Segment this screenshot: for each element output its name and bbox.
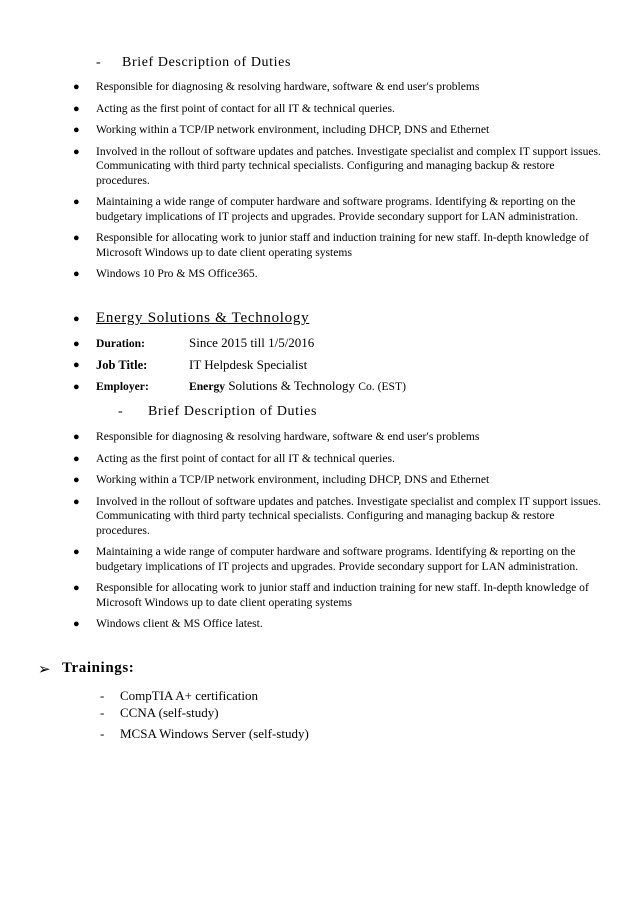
bullet-icon: ● <box>73 452 80 465</box>
dash-marker: - <box>96 55 102 70</box>
list-item: ● Maintaining a wide range of computer hardware and software programs. Identifying & reporting on the budgetary implications of IT projects and upgrades. Provide secondary support for LAN administration. <box>73 195 579 223</box>
employer-rest: Solutions & Technology <box>228 378 356 393</box>
employer-value <box>189 378 406 394</box>
employer-bold: Energy <box>189 380 226 393</box>
bullet-icon: ● <box>73 338 80 350</box>
bullet-icon: ● <box>73 546 80 558</box>
duration-value: Since 2015 till 1/5/2016 <box>189 335 315 350</box>
training-item: - CCNA (self-study) <box>100 705 219 720</box>
employer-suffix: Co. (EST) <box>358 380 406 393</box>
bullet-icon: ● <box>73 381 80 393</box>
list-item: ● Responsible for allocating work to junior staff and induction training for new staff. In-depth knowledge of Microsoft Windows up to date client operating systems <box>73 581 589 609</box>
list-item: ● Involved in the rollout of software updates and patches. Investigate specialist and complex IT support issues. Communicating with third party technical specialists. Configuring and managing backup & restore procedures. <box>73 144 601 187</box>
duration-label: Duration: <box>96 337 145 350</box>
job-title-value: IT Helpdesk Specialist <box>189 357 308 372</box>
bullet-icon: ● <box>73 124 80 136</box>
company-name: Energy Solutions & Technology <box>96 310 310 326</box>
duties-list-1 <box>72 80 607 282</box>
bullet-icon: ● <box>73 102 80 115</box>
list-item: ● Acting as the first point of contact for all IT & technical queries. <box>73 101 395 115</box>
bullet-icon: ● <box>73 81 80 93</box>
duties-heading-text: Brief Description of Duties <box>148 404 317 419</box>
duties-heading-2 <box>118 404 317 420</box>
bullet-icon: ● <box>73 232 80 244</box>
bullet-icon: ● <box>73 359 80 371</box>
list-item: ● Responsible for diagnosing & resolving hardware, software & end user′s problems <box>73 430 480 443</box>
employer-label: Employer: <box>96 380 149 393</box>
bullet-icon: ● <box>73 618 80 630</box>
bullet-icon: ● <box>73 145 80 158</box>
list-item: ● Responsible for diagnosing & resolving hardware, software & end user′s problems <box>73 80 480 93</box>
list-item: ● Responsible for allocating work to junior staff and induction training for new staff. In-depth knowledge of Microsoft Windows up to date client operating systems <box>73 231 589 259</box>
arrow-marker-icon: ➢ <box>38 660 51 678</box>
list-item: ● Working within a TCP/IP network environment, including DHCP, DNS and Ethernet <box>73 473 490 486</box>
duties-heading-text: Brief Description of Duties <box>122 55 291 70</box>
list-item: ● Working within a TCP/IP network environment, including DHCP, DNS and Ethernet <box>73 123 490 136</box>
bullet-icon: ● <box>73 268 80 280</box>
dash-marker: - <box>100 726 105 741</box>
job-title-label: Job Title: <box>96 358 148 372</box>
list-item: ● Windows client & MS Office latest. <box>73 617 263 630</box>
list-item: ● Windows 10 Pro & MS Office365. <box>73 267 258 280</box>
bullet-icon: ● <box>73 313 80 325</box>
list-item: ● Maintaining a wide range of computer hardware and software programs. Identifying & reporting on the budgetary implications of IT projects and upgrades. Provide secondary support for LAN administration. <box>73 545 579 573</box>
list-item: ● Acting as the first point of contact for all IT & technical queries. <box>73 451 395 465</box>
bullet-icon: ● <box>73 582 80 594</box>
dash-marker: - <box>100 688 105 703</box>
duties-heading-1 <box>96 55 291 71</box>
bullet-icon: ● <box>73 196 80 208</box>
bullet-icon: ● <box>73 431 80 443</box>
dash-marker: - <box>118 404 124 419</box>
bullet-icon: ● <box>73 495 80 508</box>
trainings-title: Trainings: <box>62 660 135 676</box>
duties-list-2 <box>72 430 607 632</box>
dash-marker: - <box>100 705 105 720</box>
training-item: - CompTIA A+ certification <box>100 688 259 703</box>
bullet-icon: ● <box>73 474 80 486</box>
list-item: ● Involved in the rollout of software updates and patches. Investigate specialist and complex IT support issues. Communicating with third party technical specialists. Configuring and managing backup & restore procedures. <box>73 494 601 537</box>
training-item: - MCSA Windows Server (self-study) <box>100 726 309 741</box>
